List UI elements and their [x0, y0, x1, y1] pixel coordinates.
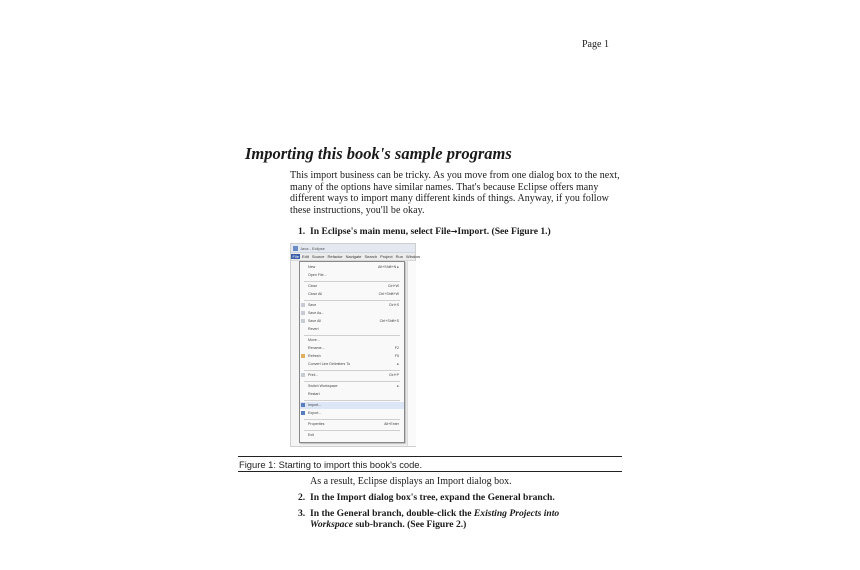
menu-item-save-all[interactable]: Save All Ctrl+Shift+S	[300, 318, 404, 325]
step-1-number: 1.	[298, 226, 306, 237]
menu-separator	[304, 335, 400, 336]
menu-item-print[interactable]: Print... Ctrl+P	[300, 372, 404, 379]
menu-file[interactable]: File	[292, 254, 299, 259]
refresh-icon	[301, 354, 305, 358]
save-as-icon	[301, 311, 305, 315]
editor-area	[407, 261, 416, 446]
step-3-text-before: In the General branch, double-click the	[310, 508, 474, 519]
section-title: Importing this book's sample programs	[245, 144, 512, 163]
menu-separator	[304, 281, 400, 282]
menu-separator	[304, 370, 400, 371]
eclipse-icon	[293, 246, 298, 251]
menu-source[interactable]: Source	[311, 254, 325, 259]
menu-item-restart[interactable]: Restart	[308, 392, 320, 396]
save-all-icon	[301, 319, 305, 323]
menu-item-rename[interactable]: Rename... F2	[308, 346, 399, 350]
step-3	[298, 508, 559, 530]
menu-item-export[interactable]: Export...	[300, 410, 404, 417]
menu-item-import[interactable]: Import...	[300, 402, 404, 409]
menu-item-exit[interactable]: Exit	[308, 433, 314, 437]
menu-separator	[304, 300, 400, 301]
menu-item-open-file[interactable]: Open File...	[308, 273, 327, 277]
intro-paragraph: This import business can be tricky. As you move from one dialog box to the next, many of the options have similar names. That's because Eclipse offers many different ways to import many different kinds of things. Anyway, if you follow these instructions, you'll be okay.	[290, 170, 620, 216]
menu-item-properties[interactable]: Properties Alt+Enter	[308, 422, 399, 426]
menu-search[interactable]: Search	[364, 254, 378, 259]
menubar	[291, 253, 421, 261]
window-titlebar	[291, 244, 415, 253]
menu-edit[interactable]: Edit	[301, 254, 309, 259]
menu-item-new[interactable]: New Alt+Shift+N ▸	[308, 265, 399, 269]
menu-refactor[interactable]: Refactor	[327, 254, 343, 259]
menu-navigate[interactable]: Navigate	[345, 254, 362, 259]
step-1-text-after: Import. (See Figure 1.)	[457, 226, 551, 237]
menu-item-switch-workspace[interactable]: Switch Workspace ▸	[308, 384, 399, 388]
menu-item-convert-line-delimiters[interactable]: Convert Line Delimiters To ▸	[308, 362, 399, 366]
menu-item-revert[interactable]: Revert	[308, 327, 319, 331]
step-3-number: 3.	[298, 508, 306, 519]
right-arrow-icon: →	[450, 227, 458, 236]
menu-run[interactable]: Run	[395, 254, 403, 259]
file-menu	[299, 261, 405, 443]
step-2-text: In the Import dialog box's tree, expand the General branch.	[310, 492, 555, 503]
figure-1-screenshot	[290, 243, 421, 447]
step-3-italic-cont: Workspace	[310, 519, 353, 530]
page-number: Page 1	[582, 39, 609, 50]
menu-project[interactable]: Project	[380, 254, 393, 259]
menu-item-close-all[interactable]: Close All Ctrl+Shift+W	[308, 292, 399, 296]
export-icon	[301, 411, 305, 415]
menu-item-refresh[interactable]: Refresh F5	[300, 353, 404, 360]
step-3-text-after: sub-branch. (See Figure 2.)	[353, 519, 467, 530]
step-2	[298, 492, 555, 503]
menu-item-move[interactable]: Move...	[308, 338, 320, 342]
menu-separator	[304, 419, 400, 420]
step-1	[298, 226, 551, 237]
window-title: Java - Eclipse	[300, 245, 325, 251]
menu-item-close[interactable]: Close Ctrl+W	[308, 284, 399, 288]
figure-caption-text: Figure 1: Starting to import this book's code.	[239, 459, 423, 470]
result-text: As a result, Eclipse displays an Import dialog box.	[310, 476, 512, 487]
step-2-number: 2.	[298, 492, 306, 503]
print-icon	[301, 373, 305, 377]
menu-separator	[304, 381, 400, 382]
menu-separator	[304, 430, 400, 431]
figure-caption	[238, 456, 622, 472]
menu-item-save-as[interactable]: Save As...	[300, 310, 404, 317]
menu-item-save[interactable]: Save Ctrl+S	[300, 302, 404, 309]
step-1-text-before: In Eclipse's main menu, select File	[310, 226, 451, 237]
import-icon	[301, 403, 305, 407]
save-icon	[301, 303, 305, 307]
menu-window[interactable]: Window	[405, 254, 421, 259]
step-3-italic: Existing Projects into	[473, 508, 560, 519]
menu-separator	[304, 400, 400, 401]
